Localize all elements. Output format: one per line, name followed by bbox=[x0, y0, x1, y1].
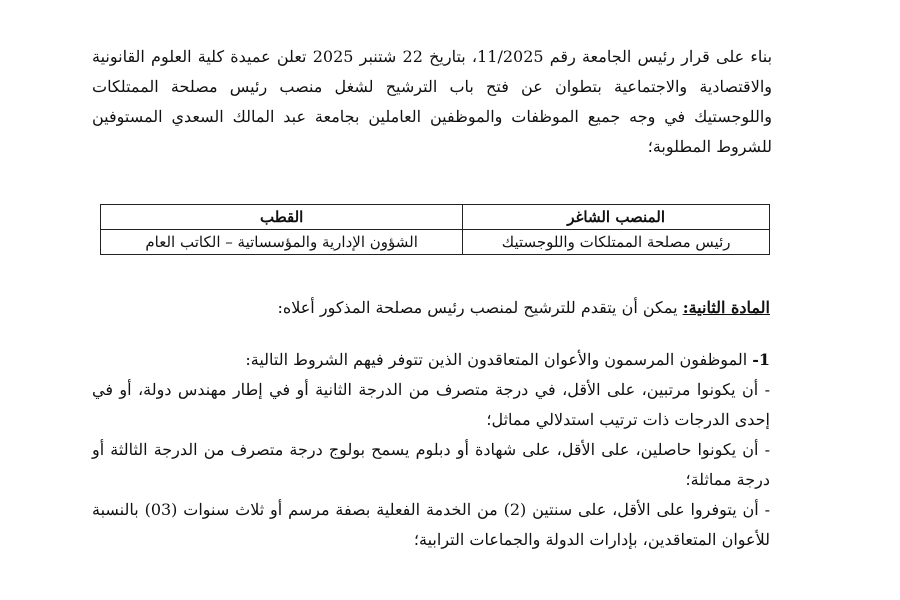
intro-line: بناء على قرار رئيس الجامعة رقم 11/2025، بتاريخ 22 شتنبر 2025 تعلن عميدة كلية العلوم القانونية bbox=[92, 47, 773, 66]
header-vacant-post: المنصب الشاغر bbox=[463, 205, 770, 230]
conditions-section bbox=[92, 345, 770, 555]
conditions-heading bbox=[92, 345, 770, 375]
condition-heading-text: الموظفون المرسمون والأعوان المتعاقدون الذين تتوفر فيهم الشروط التالية: bbox=[245, 350, 753, 369]
intro-line: والاقتصادية والاجتماعية بتطوان عن فتح باب الترشيح لشغل منصب رئيس مصلحة الممتلكات واللوجستيك bbox=[92, 77, 772, 126]
vacant-post-table bbox=[100, 204, 770, 255]
condition-item: - أن يتوفروا على الأقل، على سنتين (2) من الخدمة الفعلية بصفة مرسم أو ثلاث سنوات (03) بالنسبة للأعوان المتعاقدين، بإدارات الدولة والجماعات الترابية؛ bbox=[92, 500, 770, 549]
condition-item: - أن يكونوا حاصلين، على الأقل، على شهادة أو دبلوم يسمح بولوج درجة متصرف من الدرجة الثالثة أو درجة مماثلة؛ bbox=[92, 440, 771, 489]
intro-line: في وجه جميع الموظفات والموظفين العاملين بجامعة عبد المالك السعدي المستوفين للشروط المطلوبة؛ bbox=[92, 107, 772, 156]
condition-item: - أن يكونوا مرتبين، على الأقل، في درجة متصرف من الدرجة الثانية أو في إطار مهندس دولة، أو في إحدى الدرجات ذات ترتيب استدلالي مماثل؛ bbox=[92, 380, 770, 429]
cell-vacant-post: رئيس مصلحة الممتلكات واللوجستيك bbox=[463, 230, 770, 255]
article-text: يمكن أن يتقدم للترشيح لمنصب رئيس مصلحة المذكور أعلاه: bbox=[277, 298, 683, 317]
article-title: المادة الثانية: bbox=[682, 298, 770, 317]
condition-number: 1- bbox=[752, 350, 770, 369]
intro-paragraph bbox=[92, 42, 772, 162]
cell-pole: الشؤون الإدارية والمؤسساتية – الكاتب العام bbox=[101, 230, 463, 255]
table-header-row bbox=[101, 205, 770, 230]
header-pole: القطب bbox=[101, 205, 463, 230]
article-two bbox=[277, 298, 770, 317]
table-row bbox=[101, 230, 770, 255]
